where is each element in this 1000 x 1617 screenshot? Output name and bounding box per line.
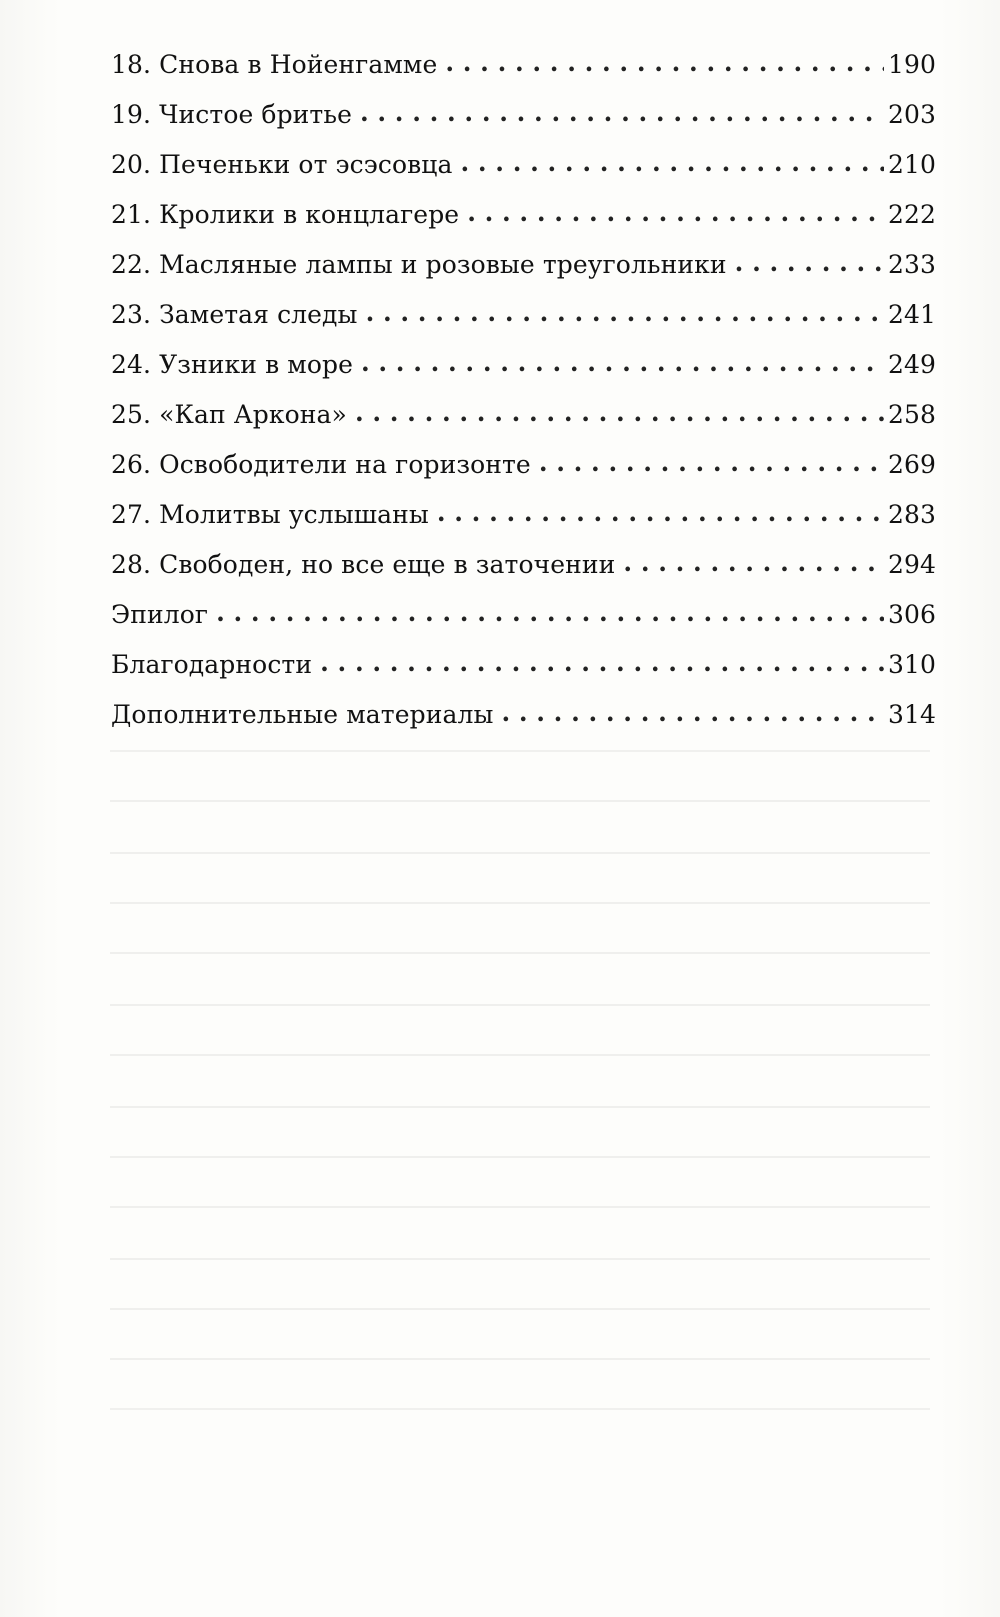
toc-entry-title: Эпилог <box>111 600 209 629</box>
toc-entry-page: 294 <box>887 550 936 579</box>
toc-entry-25 <box>111 400 936 450</box>
toc-leader-dots <box>460 148 883 177</box>
toc-leader-dots <box>355 398 884 427</box>
toc-entry-22 <box>111 250 936 300</box>
toc-leader-dots <box>539 448 884 477</box>
toc-entry-title: 23. Заметая следы <box>111 300 358 329</box>
toc-leader-dots <box>445 48 884 77</box>
toc-entry-page: 233 <box>887 250 936 279</box>
toc-entry-19 <box>111 100 936 150</box>
toc-leader-dots <box>366 298 884 327</box>
toc-entry-title: 18. Снова в Нойенгамме <box>111 50 438 79</box>
toc-entry-page: 314 <box>887 700 936 729</box>
toc-entry-page: 249 <box>887 350 936 379</box>
toc-leader-dots <box>360 98 884 127</box>
toc-leader-dots <box>467 198 884 227</box>
toc-entry-additional-materials <box>111 700 936 750</box>
toc-entry-28 <box>111 550 936 600</box>
toc-leader-dots <box>216 598 884 627</box>
toc-entry-page: 203 <box>887 100 936 129</box>
toc-entry-title: 21. Кролики в концлагере <box>111 200 460 229</box>
toc-entry-acknowledgements <box>111 650 936 700</box>
toc-entry-epilogue <box>111 600 936 650</box>
toc-leader-dots <box>320 648 884 677</box>
toc-entry-title: 28. Свободен, но все еще в заточении <box>111 550 616 579</box>
toc-entry-20 <box>111 150 936 200</box>
toc-entry-23 <box>111 300 936 350</box>
toc-entry-page: 222 <box>887 200 936 229</box>
toc-entry-title: 27. Молитвы услышаны <box>111 500 429 529</box>
toc-entry-page: 283 <box>887 500 936 529</box>
toc-entry-title: 20. Печеньки от эсэсовца <box>111 150 453 179</box>
toc-entry-24 <box>111 350 936 400</box>
toc-leader-dots <box>501 698 884 727</box>
toc-leader-dots <box>437 498 884 527</box>
toc-leader-dots <box>623 548 884 577</box>
toc-entry-page: 190 <box>887 50 936 79</box>
toc-entry-21 <box>111 200 936 250</box>
toc-entry-title: 19. Чистое бритье <box>111 100 352 129</box>
toc-entry-26 <box>111 450 936 500</box>
toc-entry-18 <box>111 50 936 100</box>
toc-entry-27 <box>111 500 936 550</box>
toc-entry-page: 306 <box>887 600 936 629</box>
toc-entry-title: 26. Освободители на горизонте <box>111 450 531 479</box>
toc-entry-title: 22. Масляные лампы и розовые треугольники <box>111 250 727 279</box>
toc-entry-page: 269 <box>887 450 936 479</box>
table-of-contents <box>111 50 936 750</box>
toc-leader-dots <box>735 248 884 277</box>
toc-entry-title: 25. «Кап Аркона» <box>111 400 347 429</box>
toc-entry-title: Благодарности <box>111 650 313 679</box>
toc-entry-page: 241 <box>887 300 936 329</box>
toc-entry-title: Дополнительные материалы <box>111 700 494 729</box>
toc-entry-page: 310 <box>887 650 936 679</box>
toc-entry-title: 24. Узники в море <box>111 350 353 379</box>
toc-leader-dots <box>361 348 884 377</box>
toc-entry-page: 210 <box>887 150 936 179</box>
toc-entry-page: 258 <box>887 400 936 429</box>
